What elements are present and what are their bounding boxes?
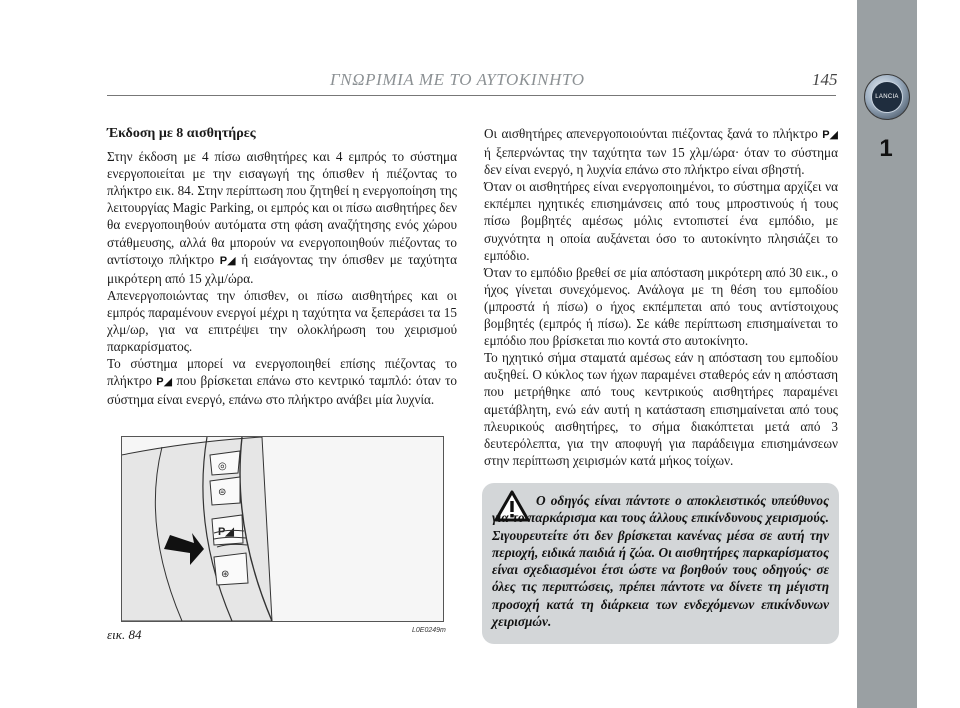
paragraph — [107, 148, 457, 287]
watermark: carmanualsonline.info — [667, 682, 827, 699]
paragraph: Απενεργοποιώντας την όπισθεν, οι πίσω αισθητήρες και οι εμπρός παραμένουν ενεργοί μέχρι η ταχύτητα να ξεπεράσει τα 15 χλμ/ωρ, για να επιτρέψει την ολοκλήρωση του χειρισμού παρκαρίσματος. — [107, 287, 457, 355]
paragraph-text: Οι αισθητήρες απενεργοποιούνται πιέζοντας ξανά το πλήκτρο — [484, 126, 818, 141]
logo-text: LANCIA — [871, 81, 903, 113]
dashboard-illustration — [122, 437, 443, 621]
svg-text:P◢: P◢ — [218, 526, 234, 538]
paragraph: Όταν το εμπόδιο βρεθεί σε μία απόσταση μικρότερη από 30 εικ., ο ήχος γίνεται συνεχόμενος. Ανάλογα με τη θέση του εμποδίου (μπροστά ή πίσω) ο ήχος εκπέμπεται από τους αντίστοιχους βομβητές (εμπρός ή πίσω). Σε κάθε περίπτωση επισημαίνεται το εμπόδιο που βρίσκεται πιο κοντά στο αυτοκίνητο. — [484, 264, 838, 349]
paragraph: Όταν οι αισθητήρες είναι ενεργοποιημένοι, το σύστημα αρχίζει να εκπέμπει ηχητικές επισημάνσεις από τους μπροστινούς ή τους πίσω βομβητές αμέσως μόλις εντοπιστεί ένα εμπόδιο, με συχνότητα η οποία αυξάνεται όσο το αυτοκίνητο πλησιάζει το εμπόδιο. — [484, 179, 838, 263]
paragraph — [484, 125, 838, 178]
paragraph-text: Στην έκδοση με 4 πίσω αισθητήρες και 4 εμπρός το σύστημα ενεργοποιείται με την εισαγωγή της όπισθεν ή πιέζοντας το πλήκτρο εικ. 84. Στην περίπτωση που ζητηθεί η ενεργοποίηση της λειτουργίας Magic Parking, οι εμπρός και οι πίσω αισθητήρες δεν θα ενεργοποιηθούν αυτόματα στη φάση αναζήτησης ενός χώρου στάθμευσης, αλλά θα μπορούν να ενεργοποιηθούν πιέζοντας το αντίστοιχο πλήκτρο — [107, 149, 457, 267]
chapter-number: 1 — [879, 135, 893, 162]
page-number: 145 — [812, 70, 838, 89]
right-column — [484, 125, 838, 469]
paragraph-text: ή ξεπερνώντας την ταχύτητα των 15 χλμ/ώρα· όταν το σύστημα δεν είναι ενεργό, η λυχνία επάνω στο πλήκτρο είναι σβηστή. — [484, 145, 838, 178]
paragraph: Το ηχητικό σήμα σταματά αμέσως εάν η απόσταση του εμποδίου αυξηθεί. Ο κύκλος των ήχων παραμένει σταθερός εάν η απόσταση που μετρήθηκε από τους κεντρικούς αισθητήρες παραμένει αμετάβλητη, ενώ εάν αυτή η κατάσταση επισημαίνεται από τους πλευρικούς αισθητήρες, το σήμα διακόπτεται μετά από 3 δευτερόλεπτα, για την αποφυγή για παράδειγμα επισημάνσεων στην περίπτωση χειρισμών κατά μήκος τοίχων. — [484, 350, 838, 468]
left-column — [107, 125, 457, 409]
svg-text:⊛: ⊛ — [221, 569, 230, 580]
svg-text:◎: ◎ — [218, 461, 227, 472]
header-rule — [107, 95, 836, 96]
paragraph-text: που βρίσκεται επάνω στο κεντρικό ταμπλό: όταν το σύστημα είναι ενεργό, επάνω στο πλήκτρο ανάβει μία λυχνία. — [107, 373, 457, 408]
paragraph-text: ή εισάγοντας την όπισθεν με ταχύτητα μικρότερη από 15 χλμ/ώρα. — [107, 251, 457, 286]
parking-key-icon: P◢ — [219, 254, 236, 267]
svg-text:⊜: ⊜ — [218, 487, 227, 498]
figure-dashboard-switches — [121, 436, 444, 622]
figure-caption: εικ. 84 — [107, 627, 142, 642]
page-header-title: ΓΝΩΡΙΜΙΑ ΜΕ ΤΟ ΑΥΤΟΚΙΝΗΤΟ — [330, 70, 585, 89]
parking-key-icon: P◢ — [822, 129, 838, 141]
figure-code: L0E0249m — [412, 627, 446, 634]
paragraph-text: Το σύστημα μπορεί να ενεργοποιηθεί επίσης πιέζοντας το πλήκτρο — [107, 356, 457, 389]
paragraph — [107, 355, 457, 408]
lancia-logo — [864, 74, 910, 120]
warning-text: Ο οδηγός είναι πάντοτε ο αποκλειστικός υπεύθυνος για το παρκάρισμα και τους άλλους επικίνδυνους χειρισμούς. Σιγουρευτείτε ότι δεν βρίσκεται κανένας μέσα σε αυτή την περιοχή, ειδικά παιδιά ή ζώα. Οι αισθητήρες παρκαρίσματος είναι σχεδιασμένοι έτσι ώστε να βοηθούν τους οδηγούς· σε όλες τις περιπτώσεις, πρέπει πάντοτε να δίνετε τη μέγιστη προσοχή κατά τη διάρκεια των ενδεχόμενων επικίνδυνων χειρισμών. — [492, 493, 829, 630]
parking-key-icon: P◢ — [156, 376, 173, 389]
section-heading: Έκδοση με 8 αισθητήρες — [107, 126, 256, 141]
